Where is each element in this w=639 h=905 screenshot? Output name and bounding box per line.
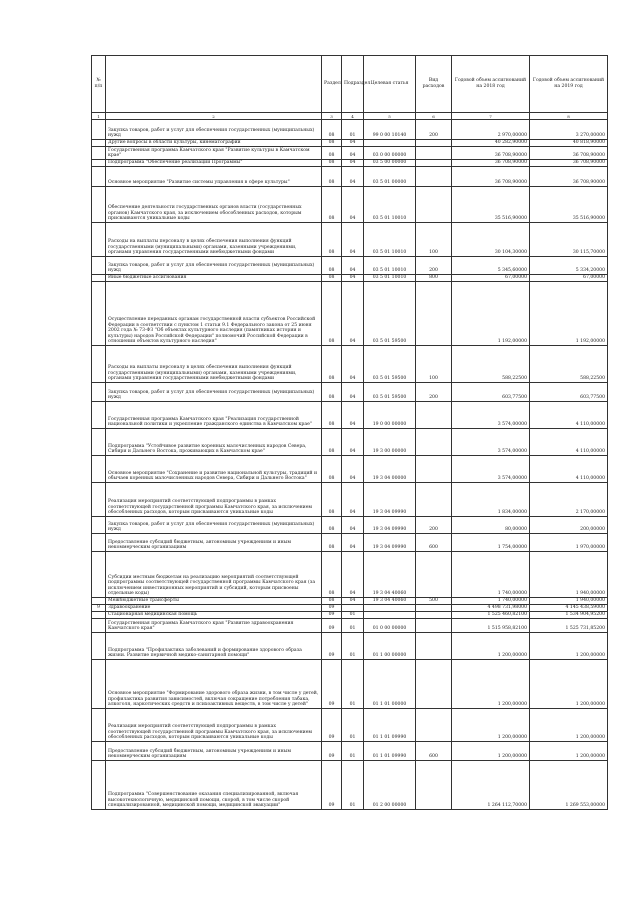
row-amount-2018: 1 834,00000 [452,483,530,517]
row-name: Подпрограмма "Профилактика заболеваний и формирование здорового образа жизни. Развитие первичной медико-санитарной помощи" [106,633,322,660]
row-name: Государственная программа Камчатского края "Развитие здравоохранения Камчатского края" [106,619,322,633]
row-expense-kind [416,612,452,619]
row-amount-2019: 30 115,70000 [530,223,608,257]
row-number [92,160,106,167]
row-target-article: 01 1 00 00000 [364,633,416,660]
row-subsection: 04 [342,282,364,346]
table-row [92,552,608,598]
row-section: 08 [322,552,342,598]
row-target-article: 19 3 00 00000 [364,429,416,456]
row-name: Предоставление субсидий бюджетным, автономным учреждениям и иным некоммерческим организациям [106,742,322,761]
row-amount-2018: 67,00000 [452,275,530,282]
table-row [92,534,608,552]
row-expense-kind [416,483,452,517]
row-subsection: 01 [342,120,364,140]
row-section: 08 [322,483,342,517]
row-target-article: 19 3 04 00000 [364,456,416,483]
row-amount-2018: 36 708,90000 [452,147,530,160]
row-target-article: 03 5 01 10010 [364,223,416,257]
row-amount-2018: 1 740,00000 [452,552,530,598]
row-subsection [342,605,364,612]
row-target-article: 03 0 00 00000 [364,147,416,160]
row-section: 08 [322,223,342,257]
row-target-article: 01 1 01 09990 [364,742,416,761]
row-expense-kind: 800 [416,275,452,282]
row-section: 08 [322,275,342,282]
row-amount-2018: 1 200,00000 [452,660,530,709]
row-section: 08 [322,402,342,429]
row-section: 08 [322,167,342,187]
row-subsection: 04 [342,552,364,598]
row-amount-2019: 36 708,90000 [530,167,608,187]
row-amount-2018: 3 574,00000 [452,402,530,429]
row-amount-2019: 36 708,90000 [530,160,608,167]
row-subsection: 01 [342,660,364,709]
row-target-article: 19 3 04 09990 [364,483,416,517]
row-amount-2018: 603,77500 [452,383,530,402]
row-subsection: 04 [342,147,364,160]
row-number [92,633,106,660]
column-index-cell: 3 [322,113,342,120]
row-amount-2018: 1 200,00000 [452,742,530,761]
table-row [92,140,608,147]
row-target-article: 03 5 01 10010 [364,257,416,275]
row-expense-kind: 200 [416,383,452,402]
row-amount-2019: 35 516,90000 [530,187,608,223]
row-section: 08 [322,257,342,275]
row-expense-kind [416,140,452,147]
row-section: 08 [322,140,342,147]
row-amount-2019: 1 200,00000 [530,660,608,709]
row-number [92,167,106,187]
row-name: Закупка товаров, работ и услуг для обеспечения государственных (муниципальных) нужд [106,120,322,140]
table-header-row [92,56,608,113]
column-index-cell: 5 [364,113,416,120]
row-expense-kind: 600 [416,534,452,552]
row-name: Реализация мероприятий соответствующей подпрограммы в рамках соответствующей государственной программы Камчатского края, за исключением обособленных расходов, которым присваиваются уникальные коды [106,483,322,517]
row-subsection: 01 [342,761,364,810]
row-number [92,456,106,483]
row-amount-2019: 3 270,00000 [530,120,608,140]
row-name: Государственная программа Камчатского края "Развитие культуры в Камчатском крае" [106,147,322,160]
row-amount-2019: 1 525 731,85200 [530,619,608,633]
row-amount-2019: 4 110,00000 [530,456,608,483]
row-number [92,598,106,605]
table-row [92,742,608,761]
row-section: 08 [322,187,342,223]
row-number [92,619,106,633]
row-subsection: 04 [342,598,364,605]
row-amount-2019: 1 269 553,00000 [530,761,608,810]
row-amount-2019: 36 708,90000 [530,147,608,160]
row-amount-2018: 5 345,60000 [452,257,530,275]
row-section: 08 [322,147,342,160]
row-amount-2018: 588,22500 [452,346,530,383]
row-subsection: 04 [342,257,364,275]
row-subsection: 04 [342,483,364,517]
table-row [92,147,608,160]
row-number [92,275,106,282]
row-subsection: 04 [342,160,364,167]
row-expense-kind [416,619,452,633]
row-expense-kind [416,429,452,456]
row-name: Основное мероприятие "Сохранение и развитие национальной культуры, традиций и обычаев коренных малочисленных народов Севера, Сибири и Дальнего Востока" [106,456,322,483]
row-expense-kind [416,633,452,660]
row-subsection: 04 [342,383,364,402]
table-row [92,429,608,456]
row-name: Закупка товаров, работ и услуг для обеспечения государственных (муниципальных) нужд [106,383,322,402]
table-row [92,160,608,167]
row-name: Основное мероприятие "Формирование здорового образа жизни, в том числе у детей, профилактика развития зависимостей, включая сокращение потребления табака, алкоголя, наркотических средств и психоактивных веществ, в том числе у детей" [106,660,322,709]
row-target-article: 19 3 04 09990 [364,534,416,552]
row-amount-2018: 36 708,90000 [452,167,530,187]
row-target-article: 99 0 00 10140 [364,120,416,140]
row-section: 09 [322,633,342,660]
row-subsection: 04 [342,429,364,456]
row-number [92,120,106,140]
row-expense-kind [416,160,452,167]
row-amount-2018: 36 708,90000 [452,160,530,167]
row-amount-2019: 4 110,00000 [530,402,608,429]
row-target-article: 19 3 04 40060 [364,552,416,598]
row-subsection: 04 [342,534,364,552]
row-target-article [364,140,416,147]
row-target-article: 03 5 01 10010 [364,187,416,223]
row-target-article [364,605,416,612]
column-index-cell: 8 [530,113,608,120]
header-amount-2018: Годовой объем ассигнований на 2018 год [452,56,530,113]
row-section: 08 [322,598,342,605]
row-number [92,429,106,456]
row-subsection: 04 [342,456,364,483]
row-number [92,402,106,429]
table-row [92,660,608,709]
row-section: 09 [322,612,342,619]
row-amount-2019: 4 145 438,59000 [530,605,608,612]
row-expense-kind [416,402,452,429]
row-amount-2018: 4 498 731,98000 [452,605,530,612]
row-expense-kind [416,282,452,346]
row-subsection: 04 [342,187,364,223]
row-section: 08 [322,456,342,483]
row-number [92,761,106,810]
row-name: Предоставление субсидий бюджетным, автономным учреждениям и иным некоммерческим организациям [106,534,322,552]
table-row [92,619,608,633]
row-expense-kind [416,660,452,709]
table-row [92,402,608,429]
row-amount-2018: 1 525 460,82100 [452,612,530,619]
row-subsection: 04 [342,167,364,187]
row-number [92,660,106,709]
row-expense-kind: 200 [416,257,452,275]
column-index-cell: 1 [92,113,106,120]
row-amount-2019: 4 110,00000 [530,429,608,456]
table-row [92,275,608,282]
row-section: 09 [322,709,342,742]
row-subsection: 04 [342,140,364,147]
row-name: Реализация мероприятий соответствующей подпрограммы в рамках соответствующей государственной программы Камчатского края, за исключением обособленных расходов, которым присваиваются уникальные коды [106,709,322,742]
table-row [92,223,608,257]
table-row [92,187,608,223]
row-expense-kind: 100 [416,223,452,257]
row-subsection: 04 [342,346,364,383]
row-number [92,282,106,346]
row-amount-2018: 80,00000 [452,517,530,534]
row-amount-2019: 200,00000 [530,517,608,534]
row-section: 08 [322,282,342,346]
row-amount-2018: 1 264 112,70000 [452,761,530,810]
row-number [92,552,106,598]
row-number [92,140,106,147]
row-expense-kind: 200 [416,120,452,140]
row-target-article: 03 5 00 00000 [364,160,416,167]
row-target-article: 19 3 04 40060 [364,598,416,605]
row-target-article: 01 1 01 00000 [364,660,416,709]
row-name: Государственная программа Камчатского края "Реализация государственной национальной политики и укрепление гражданского единства в Камчатском крае" [106,402,322,429]
row-section: 09 [322,605,342,612]
column-index-cell: 4 [342,113,364,120]
row-name: Обеспечение деятельности государственных органов власти (государственных органов) Камчатского края, за исключением обособленных расходов, которым присваиваются уникальные коды [106,187,322,223]
row-subsection: 04 [342,402,364,429]
row-section: 09 [322,742,342,761]
row-section: 08 [322,429,342,456]
header-subsection: Подраздел [342,56,364,113]
row-amount-2019: 1 534 904,95200 [530,612,608,619]
row-amount-2018: 30 104,30000 [452,223,530,257]
row-name: Закупка товаров, работ и услуг для обеспечения государственных (муниципальных) нужд [106,257,322,275]
row-number [92,346,106,383]
row-target-article: 19 3 04 09990 [364,517,416,534]
row-amount-2018: 1 200,00000 [452,633,530,660]
row-name: Иные бюджетные ассигнования [106,275,322,282]
row-subsection: 04 [342,275,364,282]
row-amount-2019: 2 170,00000 [530,483,608,517]
row-section: 08 [322,120,342,140]
table-row [92,167,608,187]
row-number [92,612,106,619]
row-name: Другие вопросы в области культуры, кинематографии [106,140,322,147]
row-amount-2019: 588,22500 [530,346,608,383]
row-number [92,147,106,160]
row-number [92,187,106,223]
table-row [92,383,608,402]
row-name: Подпрограмма "Устойчивое развитие коренных малочисленных народов Севера, Сибири и Дальнего Востока, проживающих в Камчатском крае" [106,429,322,456]
row-name: Расходы на выплаты персоналу в целях обеспечения выполнения функций государственными (муниципальными) органами, казенными учреждениями, органами управления государственными внебюджетными фондами [106,223,322,257]
table-body [92,113,608,810]
row-expense-kind [416,605,452,612]
row-amount-2018: 3 574,00000 [452,456,530,483]
row-section: 08 [322,346,342,383]
row-expense-kind: 600 [416,742,452,761]
row-name: Субсидии местным бюджетам на реализацию мероприятий соответствующей подпрограммы соответствующей государственной программы Камчатского края (за исключением инвестиционных мероприятий и субсидий, которым присвоены отдельные коды) [106,552,322,598]
row-number [92,742,106,761]
row-subsection: 01 [342,612,364,619]
row-name: Подпрограмма "Совершенствование оказания специализированной, включая высокотехнологичную, медицинской помощи, скорой, в том числе скорой специализированной, медицинской помощи, медицинской эвакуации" [106,761,322,810]
row-amount-2019: 1 200,00000 [530,742,608,761]
row-number [92,223,106,257]
budget-table [91,55,608,810]
row-name: Осуществление переданных органам государственной власти субъектов Российской Федерации в соответствии с пунктом 1 статьи 9.1 Федерального закона от 25 июня 2002 года № 73-ФЗ "Об объектах культурного наследия (памятниках истории и культуры) народов Российской Федерации" полномочий Российской Федерации в отношении объектов культурного наследия" [106,282,322,346]
row-section: 09 [322,660,342,709]
row-target-article: 03 5 01 59500 [364,282,416,346]
row-section: 08 [322,160,342,167]
table-row [92,483,608,517]
table-row [92,761,608,810]
row-section: 08 [322,517,342,534]
row-amount-2019: 1 970,00000 [530,534,608,552]
table-row [92,282,608,346]
row-target-article: 01 1 01 09990 [364,709,416,742]
row-target-article: 03 5 01 59500 [364,383,416,402]
table-row [92,120,608,140]
row-target-article: 01 2 00 00000 [364,761,416,810]
row-subsection: 01 [342,709,364,742]
header-num: № п/п [92,56,106,113]
table-row [92,605,608,612]
row-amount-2018: 35 516,90000 [452,187,530,223]
row-subsection: 04 [342,517,364,534]
row-amount-2019: 67,00000 [530,275,608,282]
row-subsection: 01 [342,742,364,761]
row-amount-2019: 40 818,90000 [530,140,608,147]
header-amount-2019: Годовой объем ассигнований на 2019 год [530,56,608,113]
table-row [92,456,608,483]
table-row [92,612,608,619]
table-row [92,517,608,534]
row-name: Подпрограмма "Обеспечение реализации Программы" [106,160,322,167]
row-amount-2019: 5 334,20000 [530,257,608,275]
row-number [92,517,106,534]
row-amount-2018: 1 192,00000 [452,282,530,346]
row-expense-kind: 200 [416,517,452,534]
row-expense-kind: 100 [416,346,452,383]
row-amount-2018: 1 740,00000 [452,598,530,605]
row-section: 09 [322,619,342,633]
row-number [92,257,106,275]
row-expense-kind: 500 [416,598,452,605]
header-section: Раздел [322,56,342,113]
row-amount-2019: 1 940,00000 [530,598,608,605]
row-amount-2018: 2 970,00000 [452,120,530,140]
row-amount-2019: 1 192,00000 [530,282,608,346]
row-name: Расходы на выплаты персоналу в целях обеспечения выполнения функций государственными (муниципальными) органами, казенными учреждениями, органами управления государственными внебюджетными фондами [106,346,322,383]
column-index-cell: 6 [416,113,452,120]
row-name: Межбюджетные трансферты [106,598,322,605]
row-subsection: 01 [342,619,364,633]
row-amount-2019: 1 200,00000 [530,709,608,742]
table-row [92,346,608,383]
row-amount-2018: 1 200,00000 [452,709,530,742]
row-section: 09 [322,761,342,810]
row-expense-kind [416,147,452,160]
row-expense-kind [416,187,452,223]
row-name: Стационарная медицинская помощь [106,612,322,619]
row-section: 08 [322,383,342,402]
row-target-article: 03 5 01 10010 [364,275,416,282]
header-target: Целевая статья [364,56,416,113]
row-target-article: 01 0 00 00000 [364,619,416,633]
row-expense-kind [416,167,452,187]
row-expense-kind [416,761,452,810]
row-amount-2019: 1 200,00000 [530,633,608,660]
row-number [92,709,106,742]
table-row [92,598,608,605]
row-amount-2018: 3 574,00000 [452,429,530,456]
row-expense-kind [416,456,452,483]
row-subsection: 01 [342,633,364,660]
table-row [92,257,608,275]
row-number [92,534,106,552]
row-target-article: 03 5 01 59500 [364,346,416,383]
column-index-cell: 2 [106,113,322,120]
row-target-article [364,612,416,619]
table-row [92,633,608,660]
row-number: 9 [92,605,106,612]
table-row [92,709,608,742]
row-name: Основное мероприятие "Развитие системы управления в сфере культуры" [106,167,322,187]
row-section: 08 [322,534,342,552]
header-kind: Вид расходов [416,56,452,113]
row-number [92,483,106,517]
row-name: Здравоохранение [106,605,322,612]
row-name: Закупка товаров, работ и услуг для обеспечения государственных (муниципальных) нужд [106,517,322,534]
row-target-article: 03 5 01 00000 [364,167,416,187]
row-expense-kind [416,709,452,742]
row-amount-2019: 603,77500 [530,383,608,402]
row-target-article: 19 0 00 00000 [364,402,416,429]
row-amount-2019: 1 940,00000 [530,552,608,598]
row-amount-2018: 40 282,90000 [452,140,530,147]
column-index-row [92,113,608,120]
column-index-cell: 7 [452,113,530,120]
row-number [92,383,106,402]
row-amount-2018: 1 515 958,82100 [452,619,530,633]
header-name [106,56,322,113]
row-subsection: 04 [342,223,364,257]
row-expense-kind [416,552,452,598]
budget-document-page [91,55,607,810]
row-amount-2018: 1 754,00000 [452,534,530,552]
